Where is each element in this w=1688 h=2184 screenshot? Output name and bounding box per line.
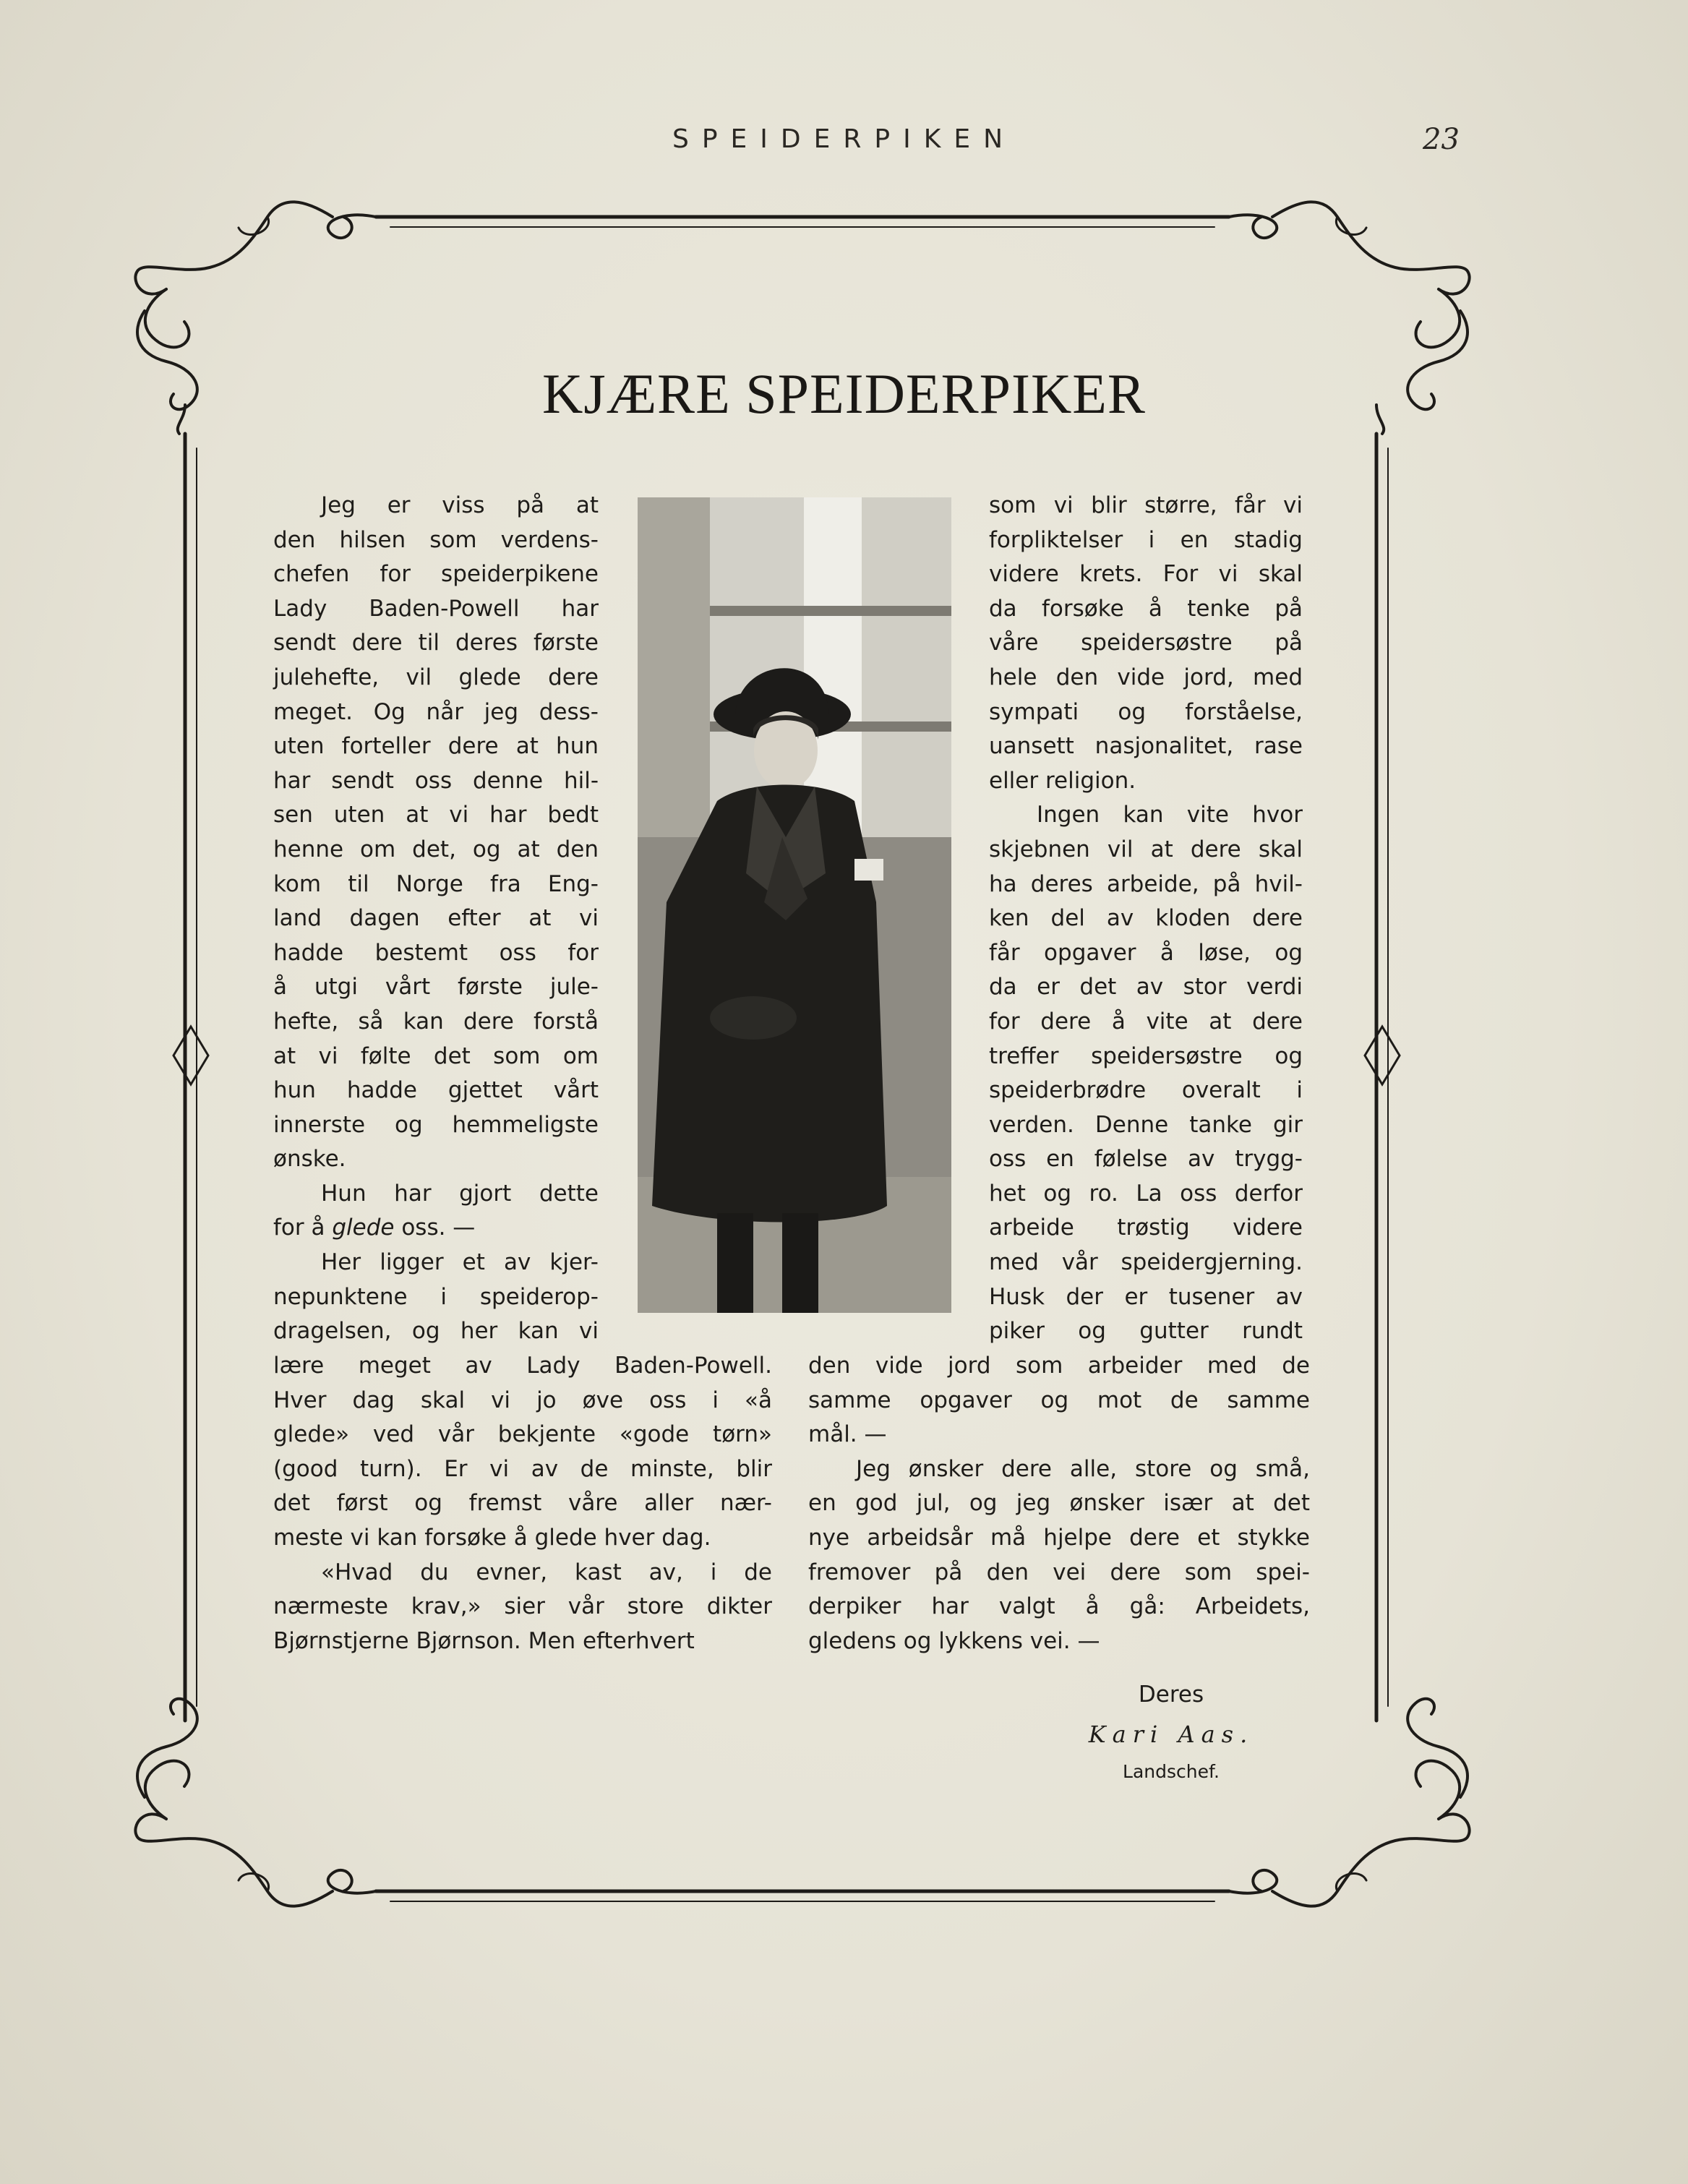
signoff-role: Landschef. [1123,1761,1220,1782]
text-line: julehefte, vil glede dere [273,664,599,690]
text-line: uten forteller dere at hun [273,733,599,760]
text-line: hun hadde gjettet vårt [273,1077,599,1104]
text-line: meget. Og når jeg dess- [273,698,599,725]
article-title: KJÆRE SPEIDERPIKER [542,362,1146,425]
text-line: hadde bestemt oss for [273,939,599,966]
text-line: våre speidersøstre på [989,630,1303,656]
text-line: da er det av stor verdi [989,974,1303,1001]
left-column-narrow [273,489,599,1349]
text-line: uansett nasjonalitet, rase [989,733,1303,760]
text-line: land dagen efter at vi [273,905,599,932]
text-line: speiderbrødre overalt i [989,1077,1303,1104]
text-line: dragelsen, og her kan vi [273,1318,599,1345]
text-line: ha deres arbeide, på hvil- [989,870,1303,897]
text-line: videre krets. For vi skal [989,561,1303,588]
text-line: hele den vide jord, med [989,664,1303,690]
left-column-wide [273,1349,772,1658]
text-line: sendt dere til deres første [273,630,599,656]
text-line: oss en følelse av trygg- [989,1146,1303,1173]
text-line: kom til Norge fra Eng- [273,870,599,897]
text-line: da forsøke å tenke på [989,595,1303,622]
text-line: som vi blir større, får vi [989,492,1303,518]
text-line: Jeg er viss på at [321,492,599,518]
text-line: for dere å vite at dere [989,1008,1303,1035]
right-column-wide [808,1349,1310,1658]
text-line: nærmeste krav,» sier vår store dikter [273,1593,772,1620]
text-line: Hun har gjort dette [321,1180,599,1207]
text-line: glede» ved vår bekjente «gode tørn» [273,1421,772,1448]
running-title: SPEIDERPIKEN [672,124,1016,154]
text-line: treffer speidersøstre og [989,1042,1303,1069]
text-line: piker og gutter rundt [989,1318,1303,1345]
right-column-narrow [989,489,1303,1349]
signoff-name: Kari Aas. [1088,1721,1254,1748]
text-line: Ingen kan vite hvor [1037,802,1303,828]
text-line: har sendt oss denne hil- [273,767,599,794]
text-line: for å glede oss. — [273,1215,476,1241]
text-line: Bjørnstjerne Bjørnson. Men efterhvert [273,1627,695,1654]
text-line: Her ligger et av kjer- [321,1249,599,1276]
text-line: «Hvad du evner, kast av, i de [321,1559,772,1585]
text-line: sympati og forståelse, [989,698,1303,725]
text-line: chefen for speiderpikene [273,561,599,588]
text-line: mål. — [808,1421,887,1448]
text-line: den hilsen som verdens- [273,526,599,553]
text-line: at vi følte det som om [273,1042,599,1069]
text-line: får opgaver å løse, og [989,939,1303,966]
text-line: forpliktelser i en stadig [989,526,1303,553]
portrait-photo [638,497,951,1313]
text-line: Jeg ønsker dere alle, store og små, [856,1455,1310,1482]
text-line: arbeide trøstig videre [989,1215,1303,1241]
text-line: meste vi kan forsøke å glede hver dag. [273,1524,711,1551]
text-line: sen uten at vi har bedt [273,802,599,828]
text-line: innerste og hemmeligste [273,1111,599,1138]
text-line: samme opgaver og mot de samme [808,1387,1310,1413]
text-line: Husk der er tusener av [989,1283,1303,1310]
text-line: eller religion. [989,767,1136,794]
emphasis-word: glede [332,1215,395,1241]
text-line: derpiker har valgt å gå: Arbeidets, [808,1593,1310,1620]
text-line: med vår speidergjerning. [989,1249,1303,1276]
text-line: fremover på den vei dere som spei- [808,1559,1310,1585]
text-line: skjebnen vil at dere skal [989,836,1303,862]
text-line: (good turn). Er vi av de minste, blir [273,1455,772,1482]
text-line: den vide jord som arbeider med de [808,1353,1310,1379]
text-line: hefte, så kan dere forstå [273,1008,599,1035]
text-line: Lady Baden-Powell har [273,595,599,622]
text-line: gledens og lykkens vei. — [808,1627,1100,1654]
text-line: Hver dag skal vi jo øve oss i «å [273,1387,772,1413]
portrait-photo-icon [638,497,951,1313]
text-line: ken del av kloden dere [989,905,1303,932]
text-line: ønske. [273,1146,346,1173]
text-line: lære meget av Lady Baden-Powell. [273,1353,772,1379]
text-line: det først og fremst våre aller nær- [273,1490,772,1517]
text-line: het og ro. La oss derfor [989,1180,1303,1207]
text-line: verden. Denne tanke gir [989,1111,1303,1138]
text-line: nepunktene i speiderop- [273,1283,599,1310]
page-number: 23 [1423,123,1460,156]
signoff-closing: Deres [1138,1682,1204,1708]
text-line: henne om det, og at den [273,836,599,862]
text-line: nye arbeidsår må hjelpe dere et stykke [808,1524,1310,1551]
text-line: en god jul, og jeg ønsker især at det [808,1490,1310,1517]
text-line: å utgi vårt første jule- [273,974,599,1001]
